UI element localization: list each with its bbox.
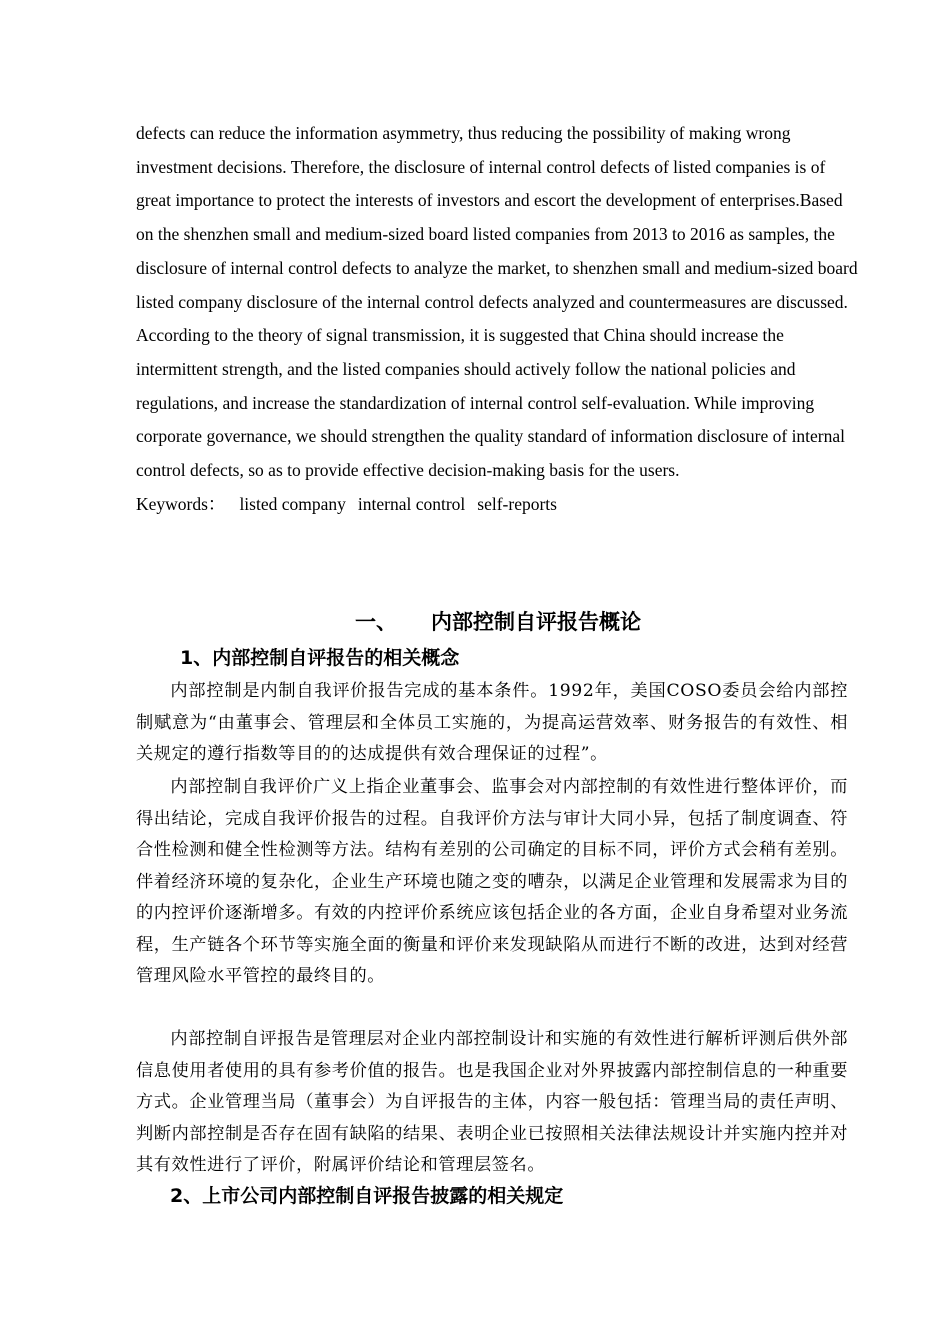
keywords-label: Keywords： <box>136 493 226 514</box>
keywords-line <box>136 488 860 522</box>
section-heading: 1、内部控制自评报告的相关概念 <box>180 647 460 669</box>
keyword-item: listed company <box>239 493 346 514</box>
chapter-number: 一、 <box>355 610 397 634</box>
english-abstract: defects can reduce the information asymmetry, thus reducing the possibility of making wrong investment decisions. Therefore, the disclosure of internal control defects of listed companies is of great importance to protect the interests of investors and escort the development of enterprises.Based on the shenzhen small and medium-sized board listed companies from 2013 to 2016 as samples, the disclosure of internal control defects to analyze the market, to shenzhen small and medium-sized board listed company disclosure of the internal control defects analyzed and countermeasures are discussed. According to the theory of signal transmission, it is suggested that China should increase the intermittent strength, and the listed companies should actively follow the national policies and regulations, and increase the standardization of internal control self-evaluation. While improving corporate governance, we should strengthen the quality standard of information disclosure of internal control defects, so as to provide effective decision-making basis for the users. <box>136 123 858 481</box>
body-paragraph: 内部控制自我评价广义上指企业董事会、监事会对内部控制的有效性进行整体评价，而得出结论，完成自我评价报告的过程。自我评价方法与审计大同小异，包括了制度调查、符合性检测和健全性检测等方法。结构有差别的公司确定的目标不同，评价方式会稍有差别。伴着经济环境的复杂化，企业生产环境也随之变的嘈杂，以满足企业管理和发展需求为目的的内控评价逐渐增多。有效的内控评价系统应该包括企业的各方面，企业自身希望对业务流程，生产链各个环节等实施全面的衡量和评价来发现缺陷从而进行不断的改进，达到对经营管理风险水平管控的最终目的。 <box>136 777 848 986</box>
body-paragraph: 内部控制是内制自我评价报告完成的基本条件。1992年，美国COSO委员会给内部控制赋意为“由董事会、管理层和全体员工实施的，为提高运营效率、财务报告的有效性、相关规定的遵行指数等目的的达成提供有效合理保证的过程”。 <box>136 681 848 764</box>
chapter-heading <box>136 607 860 637</box>
keyword-item: self-reports <box>477 493 557 514</box>
section-heading: 2、上市公司内部控制自评报告披露的相关规定 <box>170 1185 564 1207</box>
body-paragraph: 内部控制自评报告是管理层对企业内部控制设计和实施的有效性进行解析评测后供外部信息使用者使用的具有参考价值的报告。也是我国企业对外界披露内部控制信息的一种重要方式。企业管理当局（董事会）为自评报告的主体，内容一般包括：管理当局的责任声明、判断内部控制是否存在固有缺陷的结果、表明企业已按照相关法律法规设计并实施内控并对其有效性进行了评价，附属评价结论和管理层签名。 <box>136 1029 848 1175</box>
chapter-title: 内部控制自评报告概论 <box>431 610 641 634</box>
document-page <box>136 117 860 1207</box>
keyword-item: internal control <box>357 493 466 514</box>
